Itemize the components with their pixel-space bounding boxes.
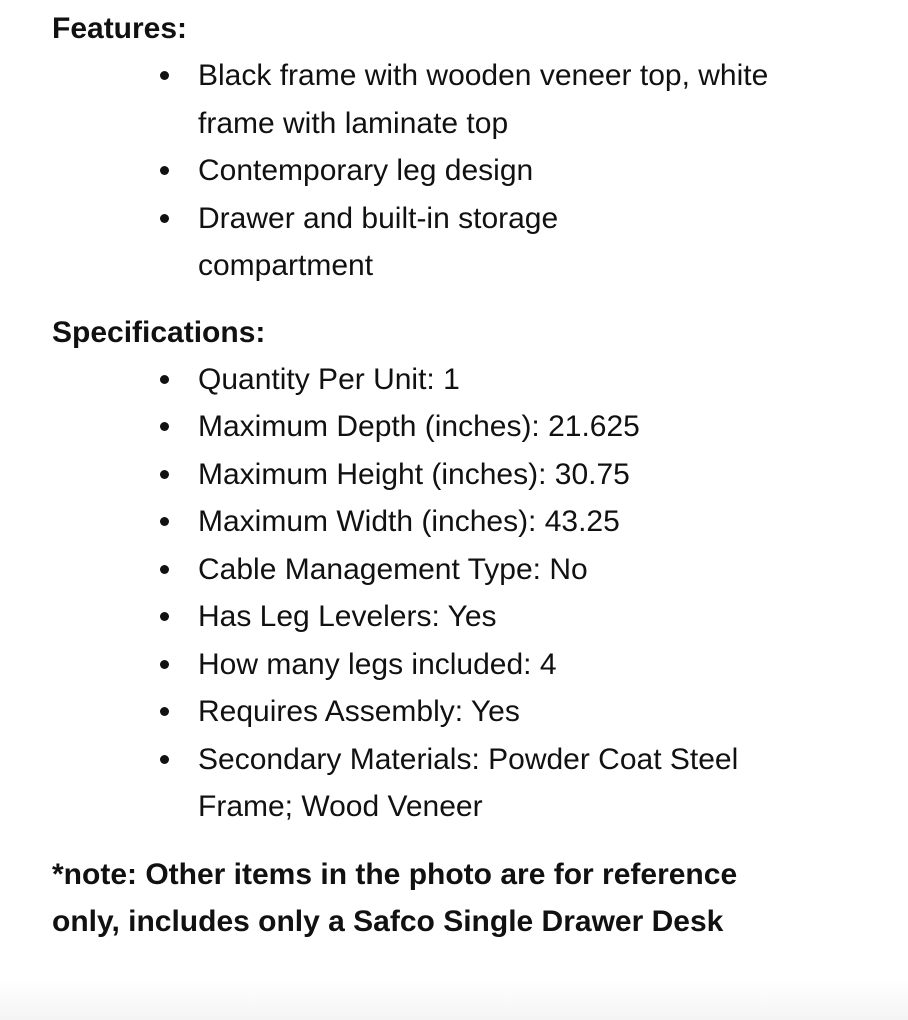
spec-item: Has Leg Levelers: Yes (198, 593, 868, 641)
reference-note: *note: Other items in the photo are for reference only, includes only a Safco Single Drawer Desk (52, 857, 738, 938)
feature-item: Black frame with wooden veneer top, white frame with laminate top (198, 52, 808, 147)
feature-item: Drawer and built-in storage compartment (198, 195, 658, 290)
specifications-heading: Specifications: (52, 315, 266, 349)
spec-item: Requires Assembly: Yes (198, 688, 868, 736)
specifications-list (52, 356, 868, 831)
spec-item: Maximum Width (inches): 43.25 (198, 498, 868, 546)
spec-item: Maximum Depth (inches): 21.625 (198, 403, 868, 451)
spec-item: Secondary Materials: Powder Coat Steel Frame; Wood Veneer (198, 736, 768, 831)
features-heading: Features: (52, 12, 188, 45)
spec-item: Quantity Per Unit: 1 (198, 356, 868, 404)
spec-item: Maximum Height (inches): 30.75 (198, 451, 868, 499)
spec-item: Cable Management Type: No (198, 546, 868, 594)
spec-item: How many legs included: 4 (198, 641, 868, 689)
feature-item: Contemporary leg design (198, 147, 868, 195)
features-list (52, 52, 868, 290)
